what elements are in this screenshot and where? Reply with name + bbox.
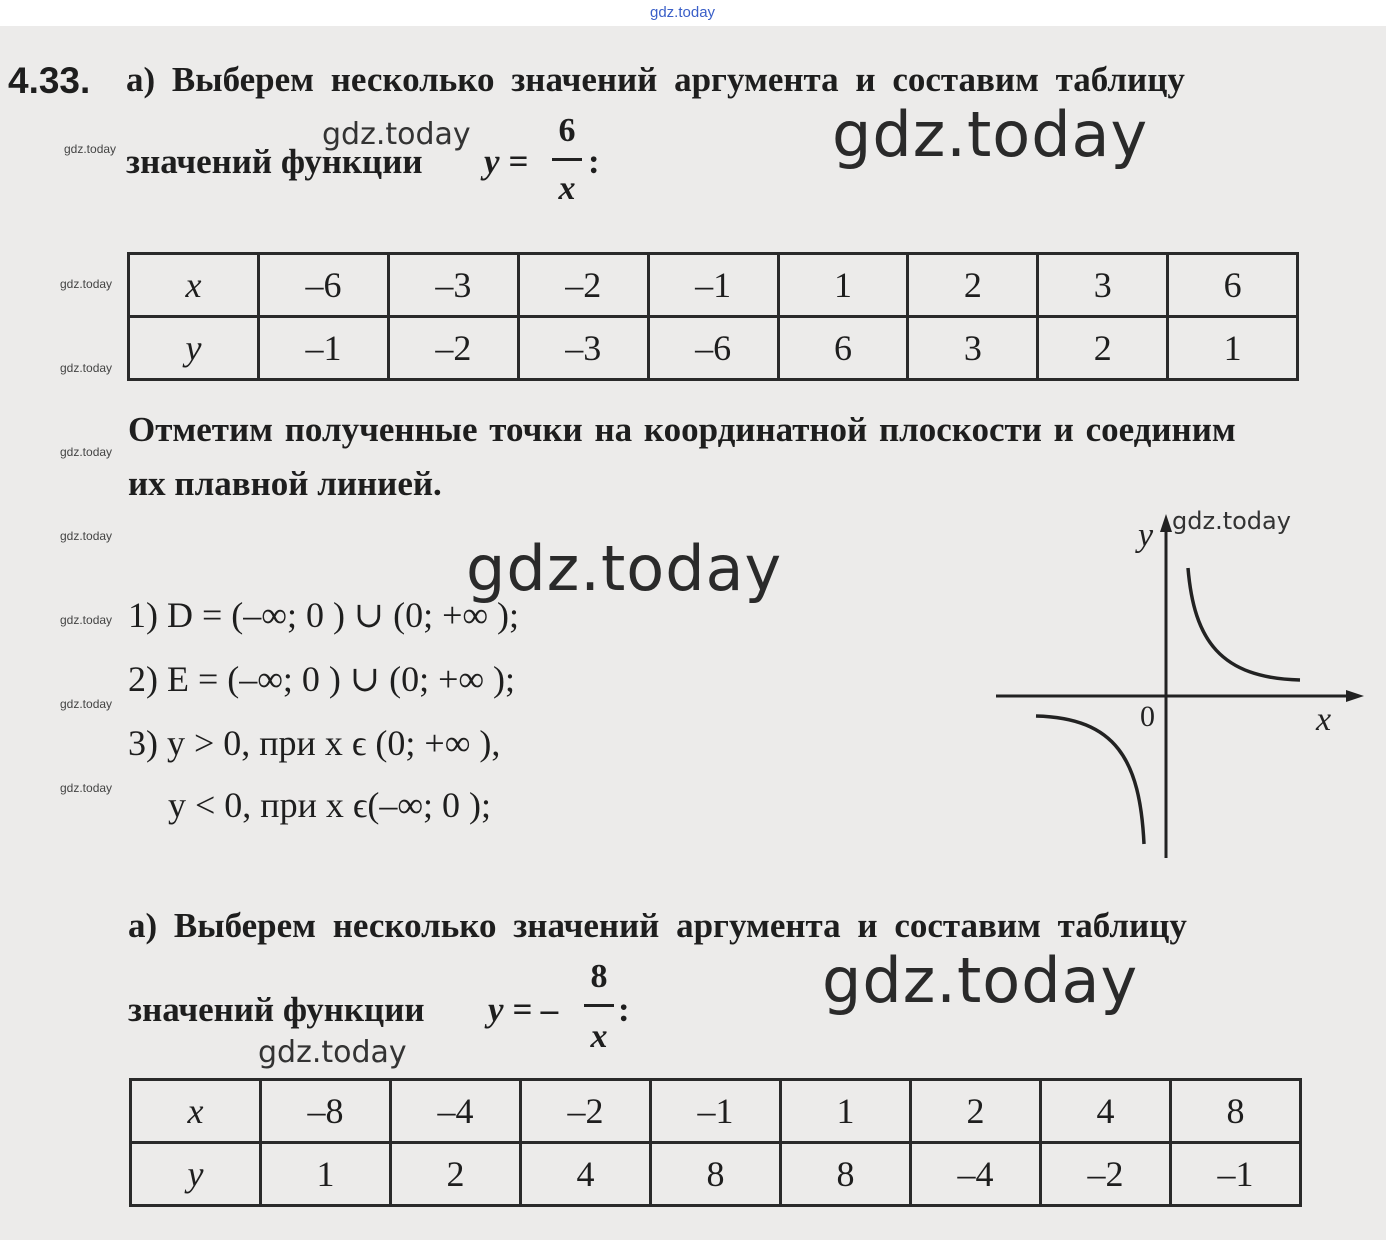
- table-cell: –2: [388, 317, 518, 380]
- property-domain: 1) D = (–∞; 0 ) ∪ (0; +∞ );: [128, 595, 520, 635]
- watermark: gdz.today: [64, 142, 117, 156]
- table-cell: 8: [781, 1143, 911, 1206]
- table-cell: 1: [778, 254, 908, 317]
- fraction-bar: [584, 1004, 614, 1007]
- watermark: gdz.today: [60, 613, 113, 627]
- text-line: Отметим полученные точки на координатной плоскости и соединим: [128, 410, 1236, 449]
- table-cell: 1: [781, 1080, 911, 1143]
- table-cell: x: [129, 254, 259, 317]
- hyperbola-branch-left: [1036, 716, 1144, 844]
- fraction-numerator: 6: [558, 112, 576, 149]
- table-cell: –4: [391, 1080, 521, 1143]
- table-cell: 2: [391, 1143, 521, 1206]
- table-cell: 8: [1171, 1080, 1301, 1143]
- table-cell: 6: [1168, 254, 1298, 317]
- values-table-2: [129, 1078, 1302, 1207]
- table-cell: 6: [778, 317, 908, 380]
- table-row-x: [131, 1080, 1301, 1143]
- table-cell: –3: [518, 317, 648, 380]
- origin-label: 0: [1140, 700, 1155, 733]
- table-cell: 3: [1038, 254, 1168, 317]
- text-line: их плавной линией.: [128, 464, 442, 503]
- table-cell: 3: [908, 317, 1038, 380]
- table-cell: –1: [651, 1080, 781, 1143]
- property-positive: 3) y > 0, при x ϵ (0; +∞ ),: [128, 723, 501, 763]
- hyperbola-graph: [990, 510, 1370, 860]
- table-cell: 2: [1038, 317, 1168, 380]
- property-range: 2) E = (–∞; 0 ) ∪ (0; +∞ );: [128, 659, 516, 699]
- fraction-numerator: 8: [590, 958, 608, 995]
- y-axis-arrow: [1160, 514, 1172, 532]
- table-cell: 2: [908, 254, 1038, 317]
- table-cell: –2: [521, 1080, 651, 1143]
- watermark: gdz.today: [60, 445, 113, 459]
- watermark: gdz.today: [466, 532, 783, 605]
- table-cell: –1: [1171, 1143, 1301, 1206]
- table-cell: –6: [259, 254, 389, 317]
- table-row-x: [129, 254, 1298, 317]
- table-cell: 8: [651, 1143, 781, 1206]
- intro-line: а) Выберем несколько значений аргумента и составим таблицу: [128, 906, 1187, 945]
- table-cell: –1: [648, 254, 778, 317]
- fraction-denominator: x: [590, 1018, 608, 1055]
- table-cell: 2: [911, 1080, 1041, 1143]
- watermark: gdz.today: [60, 529, 113, 543]
- watermark: gdz.today: [832, 98, 1149, 171]
- table-cell: –3: [388, 254, 518, 317]
- watermark: gdz.today: [822, 944, 1139, 1017]
- table-cell: –6: [648, 317, 778, 380]
- y-axis-label: y: [1138, 517, 1154, 554]
- colon: :: [588, 142, 600, 181]
- table-cell: 4: [1041, 1080, 1171, 1143]
- watermark: gdz.today: [60, 361, 113, 375]
- watermark: gdz.today: [60, 277, 113, 291]
- intro-line: значений функции: [128, 990, 425, 1029]
- table-cell: –8: [261, 1080, 391, 1143]
- table-cell: y: [131, 1143, 261, 1206]
- watermark: gdz.today: [60, 781, 113, 795]
- table-cell: –2: [1041, 1143, 1171, 1206]
- property-negative: y < 0, при x ϵ(–∞; 0 );: [168, 785, 492, 825]
- watermark: gdz.today: [322, 117, 471, 152]
- table-cell: –1: [259, 317, 389, 380]
- watermark: gdz.today: [60, 697, 113, 711]
- intro-line: а) Выберем несколько значений аргумента и составим таблицу: [126, 60, 1185, 99]
- table-cell: –2: [518, 254, 648, 317]
- table-cell: –4: [911, 1143, 1041, 1206]
- watermark: gdz.today: [258, 1035, 407, 1070]
- colon: :: [618, 990, 630, 1029]
- table-cell: x: [131, 1080, 261, 1143]
- function-y: y =: [484, 142, 529, 181]
- table-cell: 1: [261, 1143, 391, 1206]
- watermark-top[interactable]: gdz.today: [650, 4, 716, 21]
- table-row-y: [129, 317, 1298, 380]
- fraction-denominator: x: [558, 170, 576, 207]
- table-cell: 4: [521, 1143, 651, 1206]
- hyperbola-branch-right: [1188, 568, 1300, 680]
- table-cell: y: [129, 317, 259, 380]
- table-row-y: [131, 1143, 1301, 1206]
- table-cell: 1: [1168, 317, 1298, 380]
- values-table-1: [127, 252, 1299, 381]
- x-axis-label: x: [1316, 701, 1332, 738]
- watermark: gdz.today: [1172, 507, 1291, 535]
- intro-line: значений функции: [126, 142, 423, 181]
- x-axis-arrow: [1346, 690, 1364, 702]
- problem-number: 4.33.: [8, 60, 91, 101]
- function-y: y = –: [488, 990, 559, 1029]
- fraction-bar: [552, 158, 582, 161]
